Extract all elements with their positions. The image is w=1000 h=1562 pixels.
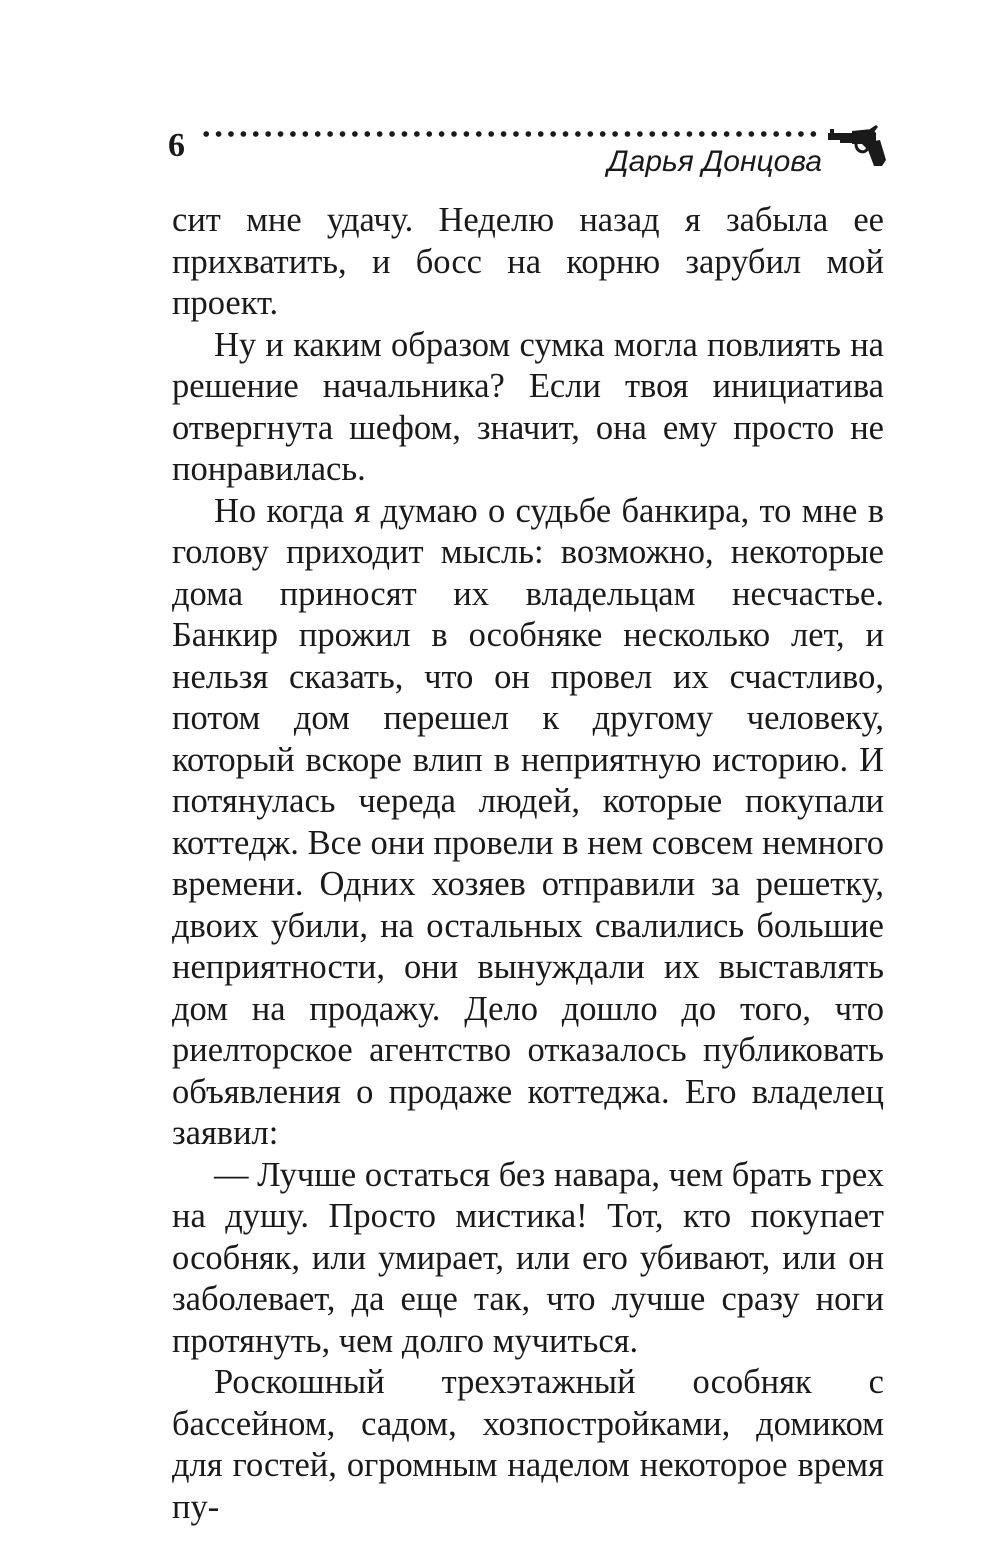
header-dot-leader <box>200 130 820 138</box>
paragraph: Ну и каким образом сумка могла повлиять на решение начальника? Если твоя инициатива отвергнута шефом, значит, она ему просто не понравилась. <box>172 325 884 488</box>
paragraph: Но когда я думаю о судьбе банкира, то мне в голову приходит мысль: возможно, некоторые дома приносят их владельцам несчастье. Банкир прожил в особняке несколько лет, и нельзя сказать, что он провел их счастливо, потом дом перешел к другому человеку, который вскоре влип в неприятную историю. И потянулась череда людей, которые покупали коттедж. Все они провели в нем совсем немного времени. Одних хозяев отправили за решетку, двоих убили, на остальных свалились большие неприятности, они вынуждали их выставлять дом на продажу. Дело дошло до того, что риелторское агентство отказалось публиковать объявления о продаже коттеджа. Его владелец заявил: <box>172 491 884 1152</box>
running-header-author: Дарья Донцова <box>607 145 822 178</box>
dialogue-paragraph: — Лучше остаться без навара, чем брать грех на душу. Просто мистика! Тот, кто покупает особняк, или умирает, или его убивают, или он заболевает, да еще так, что лучше сразу ноги протянуть, чем долго мучиться. <box>172 1155 884 1360</box>
page-number: 6 <box>168 127 185 164</box>
paragraph: Роскошный трехэтажный особняк с бассейном, садом, хозпостройками, домиком для гостей, огромным наделом некоторое время пу- <box>172 1363 884 1526</box>
body-text <box>172 200 884 1528</box>
paragraph-continued: сит мне удачу. Неделю назад я забыла ее прихватить, и босс на корню зарубил мой проект. <box>172 201 884 322</box>
revolver-icon <box>826 124 888 168</box>
